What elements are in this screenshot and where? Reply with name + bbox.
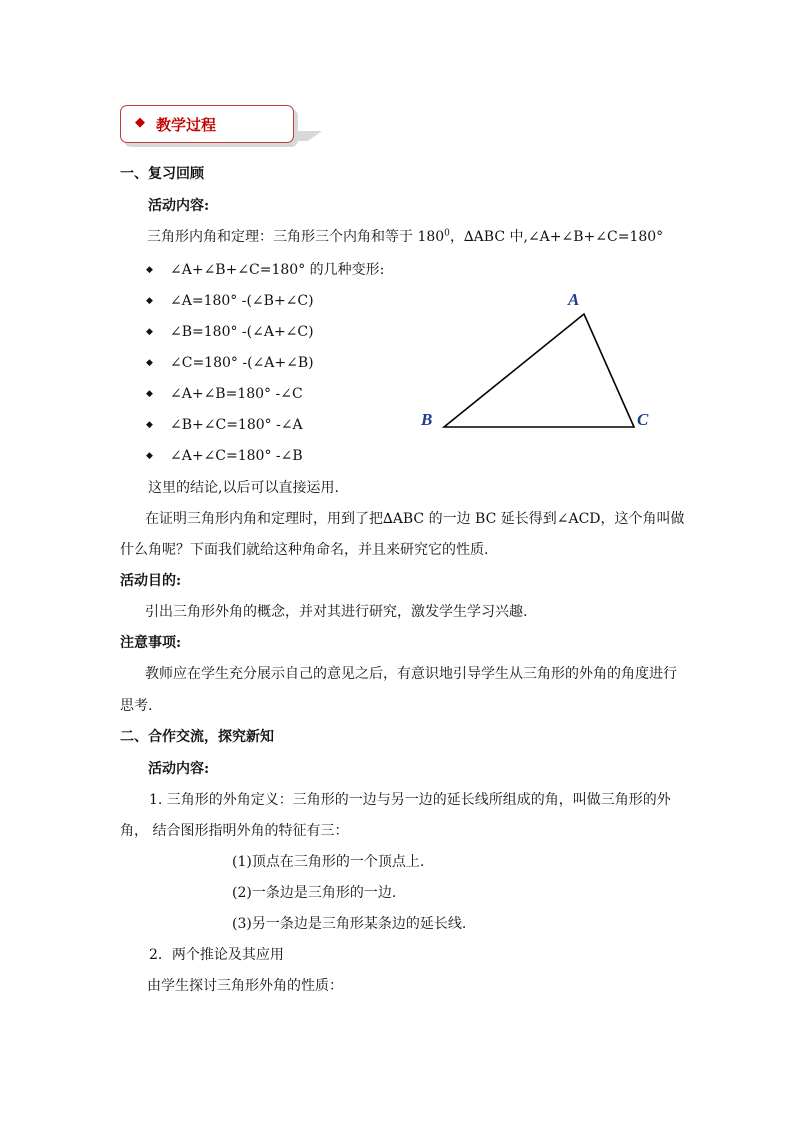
bullet-icon: ◆	[146, 389, 153, 399]
section2-activity-label: 活动内容:	[148, 761, 210, 777]
section-title-box	[120, 105, 294, 143]
paragraph-line: 什么角呢？下面我们就给这种角命名，并且来研究它的性质.	[120, 542, 489, 558]
bullet-item: ∠A+∠C=180° -∠B	[170, 448, 303, 464]
triangle-diagram	[410, 285, 670, 445]
theorem-prefix: 三角形内角和定理：三角形三个内角和等于 180	[147, 229, 445, 245]
bullet-item: ∠A+∠B=180° -∠C	[170, 386, 303, 402]
notes-label: 注意事项:	[120, 635, 182, 651]
bullet-icon: ◆	[146, 265, 153, 275]
notes-line: 教师应在学生充分展示自己的意见之后，有意识地引导学生从三角形的外角的角度进行	[145, 666, 677, 682]
section1-activity-label: 活动内容:	[148, 198, 210, 214]
diamond-icon: ◆	[135, 115, 145, 130]
feature-item: (2)一条边是三角形的一边.	[232, 885, 397, 901]
paragraph-line: 在证明三角形内角和定理时，用到了把∆ABC 的一边 BC 延长得到∠ACD，这个角叫做	[145, 511, 685, 527]
triangle-abc	[444, 314, 634, 427]
bullet-item: ∠A=180° -(∠B+∠C)	[170, 293, 314, 309]
theorem-text	[147, 228, 663, 246]
subsection-text: 由学生探讨三角形外角的性质：	[147, 978, 343, 994]
bullet-item: ∠B=180° -(∠A+∠C)	[170, 324, 314, 340]
purpose-text: 引出三角形外角的概念，并对其进行研究，激发学生学习兴趣.	[145, 604, 528, 620]
section2-heading: 二、合作交流，探究新知	[120, 729, 274, 745]
theorem-superscript: 0	[444, 228, 450, 239]
bullet-icon: ◆	[146, 327, 153, 337]
feature-item: (3)另一条边是三角形某条边的延长线.	[232, 916, 467, 932]
bullet-item: ∠A+∠B+∠C=180° 的几种变形:	[170, 262, 385, 278]
subsection-item: 2．两个推论及其应用	[149, 947, 284, 963]
notes-line: 思考.	[120, 698, 153, 714]
vertex-label-a: A	[568, 290, 580, 309]
bullet-icon: ◆	[146, 451, 153, 461]
bullet-icon: ◆	[146, 358, 153, 368]
conclusion-text: 这里的结论,以后可以直接运用.	[148, 480, 339, 496]
section1-heading: 一、复习回顾	[120, 166, 204, 182]
purpose-label: 活动目的:	[120, 573, 182, 589]
bullet-icon: ◆	[146, 296, 153, 306]
bullet-item: ∠C=180° -(∠A+∠B)	[170, 355, 314, 371]
bullet-item: ∠B+∠C=180° -∠A	[170, 417, 303, 433]
vertex-label-b: B	[421, 410, 433, 429]
definition-line: 角， 结合图形指明外角的特征有三：	[120, 823, 349, 839]
definition-line: 1. 三角形的外角定义：三角形的一边与另一边的延长线所组成的角，叫做三角形的外	[149, 792, 671, 808]
section-title: 教学过程	[156, 116, 217, 134]
vertex-label-c: C	[637, 410, 649, 429]
theorem-suffix: ，∆ABC 中,∠A+∠B+∠C=180°	[449, 229, 664, 245]
bullet-icon: ◆	[146, 420, 153, 430]
feature-item: (1)顶点在三角形的一个顶点上.	[232, 854, 425, 870]
